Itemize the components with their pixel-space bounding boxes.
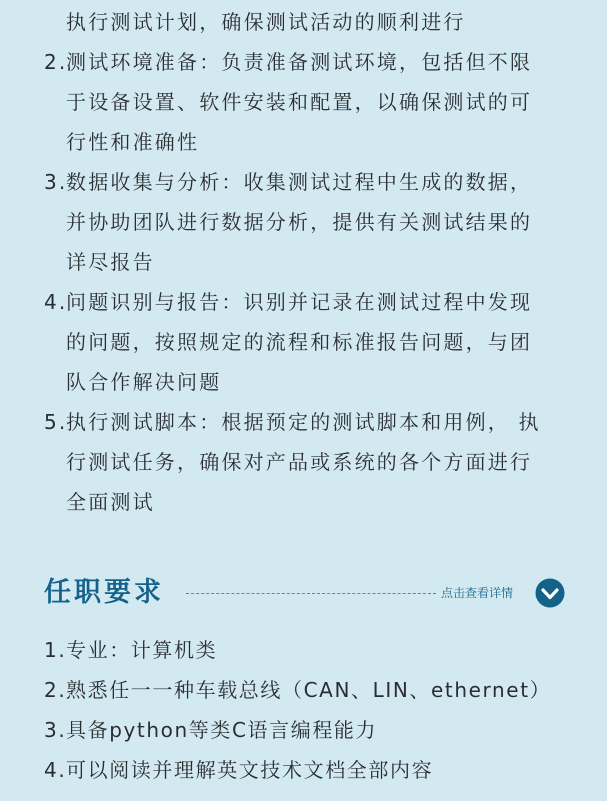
duty-text: 执行测试计划，确保测试活动的顺利进行	[66, 10, 466, 34]
duty-text: 测试环境准备：负责准备测试环境，包括但不限	[66, 50, 533, 74]
requirement-number: 4.	[44, 758, 67, 782]
duty-line	[0, 362, 607, 402]
duty-line	[0, 162, 607, 202]
duty-text: 于设备设置、软件安装和配置，以确保测试的可	[66, 90, 533, 114]
duty-text: 行测试任务，确保对产品或系统的各个方面进行	[66, 450, 533, 474]
duty-line	[0, 322, 607, 362]
requirements-section-header	[0, 568, 607, 618]
duty-line	[0, 482, 607, 522]
requirements-list	[0, 630, 607, 790]
duties-list	[0, 2, 607, 522]
requirement-text: 熟悉任一一种车载总线（CAN、LIN、ethernet）	[66, 678, 552, 702]
duty-text: 行性和准确性	[66, 130, 200, 154]
duty-line	[0, 122, 607, 162]
duty-number: 3.	[44, 170, 68, 194]
duty-line	[0, 42, 607, 82]
requirement-number: 3.	[44, 718, 67, 742]
duty-line	[0, 282, 607, 322]
duty-text: 数据收集与分析：收集测试过程中生成的数据，	[66, 170, 533, 194]
duty-text: 并协助团队进行数据分析，提供有关测试结果的	[66, 210, 533, 234]
duty-line	[0, 242, 607, 282]
requirement-text: 可以阅读并理解英文技术文档全部内容	[66, 758, 434, 782]
requirement-number: 1.	[44, 638, 67, 662]
requirement-text: 专业：计算机类	[66, 638, 218, 662]
duty-number: 5.	[44, 410, 68, 434]
duty-line	[0, 82, 607, 122]
duty-line	[0, 442, 607, 482]
duty-text: 队合作解决问题	[66, 370, 222, 394]
duty-line	[0, 2, 607, 42]
section-title: 任职要求	[44, 577, 164, 608]
duty-line	[0, 402, 607, 442]
duty-text: 问题识别与报告：识别并记录在测试过程中发现	[66, 290, 533, 314]
duty-text: 全面测试	[66, 490, 155, 514]
requirement-item	[0, 670, 607, 710]
dashed-divider	[186, 593, 436, 594]
duty-text: 执行测试脚本：根据预定的测试脚本和用例， 执	[66, 410, 541, 434]
chevron-down-circle-icon[interactable]	[535, 578, 565, 608]
duty-number: 4.	[44, 290, 68, 314]
duty-text: 详尽报告	[66, 250, 155, 274]
requirement-number: 2.	[44, 678, 67, 702]
requirement-item	[0, 710, 607, 750]
duty-text: 的问题，按照规定的流程和标准报告问题，与团	[66, 330, 533, 354]
duty-line	[0, 202, 607, 242]
requirement-item	[0, 630, 607, 670]
requirement-item	[0, 750, 607, 790]
duty-number: 2.	[44, 50, 68, 74]
view-details-link[interactable]: 点击查看详情	[441, 586, 514, 600]
requirement-text: 具备python等类C语言编程能力	[66, 718, 378, 742]
